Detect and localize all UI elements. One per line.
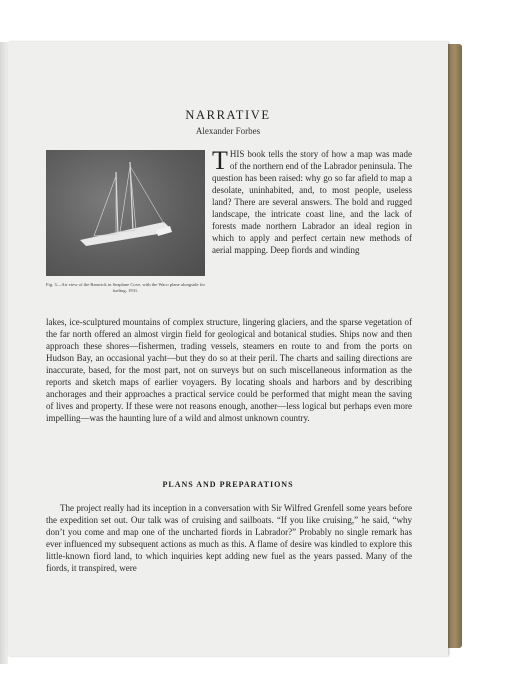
intro-paragraph-start (212, 148, 412, 256)
schooner-photo (46, 150, 205, 276)
intro-text-right: HIS book tells the story of how a map was made of the northern end of the Labrador peninsula. The question has been raised: why go so far afield to map a desolate, uninhabited, and, to most people, useless land? There are several answers. The bold and rugged landscape, the intricate coast line, and the lack of forests made northern Labrador an ideal region in which to apply and perfect certain new methods of aerial mapping. Deep fiords and winding (212, 149, 412, 255)
page-title: NARRATIVE (185, 108, 271, 122)
intro-paragraph-continued: lakes, ice-sculptured mountains of complex structure, lingering glaciers, and the sparse vegetation of the far north offered an almost virgin field for geological and botanical studies. Ships now and then approach these shores—fishermen, trading vessels, steamers en route to and from the ports on Hudson Bay, an occasional yacht—but they do so at their peril. The charts and sailing directions are inaccurate, based, for the most part, not on surveys but on such miscellaneous information as the reports and sketch maps of earlier voyagers. By locating shoals and harbors and by describing anchorages and their approaches a practical service could be performed that might mean the saving of lives and property. If these were not reasons enough, another—less logical but perhaps even more impelling—was the haunting lure of a wild and almost unknown country. (46, 317, 412, 423)
book-spine-edge (448, 44, 462, 648)
book-left-edge (0, 42, 8, 664)
drop-cap: T (212, 146, 228, 175)
section-paragraph: The project really had its inception in a conversation with Sir Wilfred Grenfell some years before the expedition set out. Our talk was of cruising and sailboats. “If you like cruising,” he said, “why don’t you come and map one of the uncharted fiords in Labrador?” Probably no single remark has ever influenced my subsequent actions as much as this. A flame of desire was kindled to explore this little-known fiord land, to which inquiries kept adding new fuel as the years passed. Many of the fiords, it transpired, were (46, 503, 412, 573)
schooner-illustration (46, 150, 205, 276)
book-page (8, 42, 448, 656)
photo-caption: Fig. 3—Air view of the Ranwick in Seaplane Cove, with the Waco plane alongside for fueling, 1931. (46, 282, 206, 293)
section-heading: PLANS AND PREPARATIONS (162, 480, 294, 489)
author-name: Alexander Forbes (195, 126, 261, 136)
